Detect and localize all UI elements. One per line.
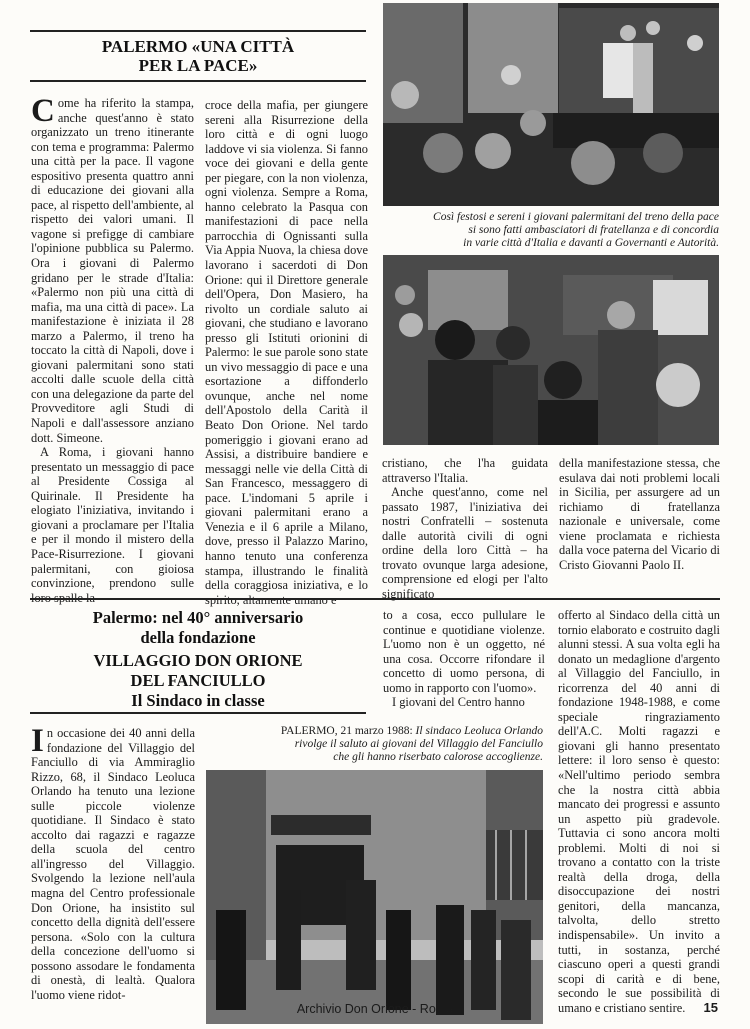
archive-footer: Archivio Don Orione - Roma [296,1002,454,1016]
article1-paragraph [31,93,194,445]
article2-paragraph: to a cosa, ecco pullulare le continue e quotidiane violenze. L'uomo non è un oggetto, né una cosa. Occorre rifondare il concetto di uomo persona, di uomo in rapporto con l'uomo». [383,608,545,695]
photo-young-people [383,255,719,445]
article1-column-4 [559,456,720,586]
headline-top-rule [30,30,366,32]
photo3-caption [206,725,543,765]
article2-headline-line4: DEL FANCIULLO [130,671,266,690]
article2-headline-line5: Il Sindaco in classe [131,691,265,710]
article1-column-3 [382,456,548,601]
photo-village-entrance [206,770,543,1024]
caption-line: si sono fatti ambasciatori di fratellanza e di concordia [468,224,719,237]
section-divider [30,598,720,600]
caption-line [206,725,543,738]
article2-column-2 [383,608,545,712]
article1-headline [30,37,366,75]
article2-headline-line1: Palermo: nel 40° anniversario [92,608,304,627]
article2-paragraph: offerto al Sindaco della città un tornio elaborato e costruito dagli alunni stessi. A sua volta egli ha donato un medaglione d'argento al Villaggio del Fanciullo, in ricorrenza del 40 anni di fondazione 1948-1988, e come speciale ringraziamento dell'A.C. Molti ragazzi e giovani gli hanno presentato lettere: il loro senso è questo: «Nell'ultimo periodo sembra che la nostra città abbia mancato dei progressi e assunto un aspetto più gradevole. Tuttavia ci sono ancora molti problemi. Molti di noi si trovano a contatto con la triste realtà della droga, della disoccupazione dei nostri genitori, della mancanza, talvolta, dello stretto indispensabile». Un invito a tutti, in sostanza, perché ciascuno operi a questi grandi scopi di carità e di bene, secondo le sue possibilità di umano e cristiano sentire. [558,608,720,1015]
photo-train-crowd-image [383,3,719,206]
photo-village-entrance-image [206,770,543,1024]
article2-column-1 [31,723,195,1002]
article1-paragraph: croce della mafia, per giungere sereni alla Risurrezione della loro città e di ogni luogo laddove vi sia violenza. Si fanno voce dei giovani e della gente per piegare, con la non violenza, ogni violenza. Sempre a Roma, hanno celebrato la Pasqua con manifestazioni di pace nella parrocchia di Ognissanti sulla Via Appia Nuova, la chiesa dove lavorano i sacerdoti di Don Orione: qui il Direttore generale dell'Opera, Don Masiero, ha rivolto un cordiale saluto ai giovani, che studiano e lavorano presso gli Istituti orionini di Palermo: le sue parole sono state un vivo messaggio di pace e una esortazione a diffonderlo ovunque, anche nel nome dell'Apostolo della Carità il Beato Don Orione. Nel tardo pomeriggio i giovani erano ad Assisi, a distribuire bandiere e messaggi nelle vie della Città di San Francesco, messaggero di pace. L'indomani 5 aprile i giovani palermitani erano a Venezia e il 6 aprile a Milano, dove, presso il Palazzo Marino, hanno tenuto una conferenza stampa, illustrando le finalità della coraggiosa iniziativa, e lo spirito, altamente umano e [205,98,368,607]
article1-headline-line1: PALERMO «UNA CITTÀ [101,37,295,56]
article2-headline-line2: della fondazione [140,628,256,647]
article1-paragraph: della manifestazione stessa, che esulava dai noti problemi locali in Sicilia, per assurgere ad un richiamo di fratellanza nazionale e universale, come viene proclamata e richiesta dalla voce paterna del Vicario di Cristo Giovanni Paolo II. [559,456,720,572]
photo1-caption [383,211,719,251]
drop-cap: C [31,93,55,129]
caption-line: rivolge il saluto ai giovani del Villaggio del Fanciullo [294,738,543,751]
article1-column-1 [31,93,194,605]
caption-line: in varie città d'Italia e davanti a Governanti e Autorità. [463,237,719,250]
photo-train-crowd [383,3,719,206]
article1-column-2 [205,98,368,607]
headline-bottom-rule [30,80,366,82]
article2-headline-rule [30,712,366,714]
photo-young-people-image [383,255,719,445]
article2-headline [30,608,366,711]
caption-line: Così festosi e sereni i giovani palermitani del treno della pace [433,211,719,223]
page-number: 15 [703,1000,718,1015]
article1-text: ome ha riferito la stampa, anche quest'anno è stato organizzato un treno itinerante con tema e programma: Palermo una città per la pace. Il vagone espositivo presenta quattro anni di educazione dei giovani alla pace, al rispetto dell'ambiente, al rispetto dei valori umani. Il vagone si prefigge di cambiare l'opinione pubblica su Palermo. Ora i giovani di Palermo gridano per le strade d'Italia: «Palermo non più una città di mafia, ma una città di pace». La manifestazione è iniziata il 28 marzo a Palermo, il treno ha toccato la città di Napoli, dove i giovani palermitani sono stati accolti dalle scuole della città con una delegazione da parte del Provveditore agli Studi di Napoli e dall'assessore anziano dott. Simeone. [31,96,194,445]
article2-headline-line3: VILLAGGIO DON ORIONE [93,651,303,670]
drop-cap: I [31,723,44,759]
article2-text: n occasione dei 40 anni della fondazione del Villaggio del Fanciullo di via Ammiraglio Rizzo, 68, il Sindaco Leoluca Orlando ha tenuto una lezione sulle piccole violenze quotidiane. Il Sindaco è stato accolto dai ragazzi e ragazze della scuola del centro all'ingresso del Villaggio. Svolgendo la lezione nell'aula magna del Centro professionale Don Orione, ha insistito sul concetto della dignità dell'essere persona. «Solo con la cultura della concezione dell'uomo si possono assodare le fondamenta di onestà, di lealtà. Qualora l'uomo viene ridot- [31,726,195,1002]
article1-paragraph: Anche quest'anno, come nel passato 1987, l'iniziativa dei nostri Confratelli – sostenuta dalle autorità civili di ogni ordine della loro Città – ha trovato ovunque larga adesione, comprensione ed elogi per l'alto significato [382,485,548,601]
caption-text: Il sindaco Leoluca Orlando [415,725,543,737]
article2-paragraph [31,723,195,1002]
article2-paragraph: I giovani del Centro hanno [392,695,525,710]
article1-paragraph: cristiano, che l'ha guidata attraverso l'Italia. [382,456,548,485]
caption-line: che gli hanno riserbato calorose accoglienze. [333,751,543,764]
article1-headline-line2: PER LA PACE» [138,56,258,75]
article1-paragraph: A Roma, i giovani hanno presentato un messaggio di pace al Presidente Cossiga al Quirinale. Il Presidente ha elogiato l'iniziativa, invitando i giovani a proclamare per l'Italia e per il mondo il mistero della Pace-Risurrezione. I giovani palermitani, con gioiosa convinzione, prendono sulle loro spalle la [31,445,194,605]
caption-place: PALERMO, 21 marzo 1988: [280,725,413,737]
